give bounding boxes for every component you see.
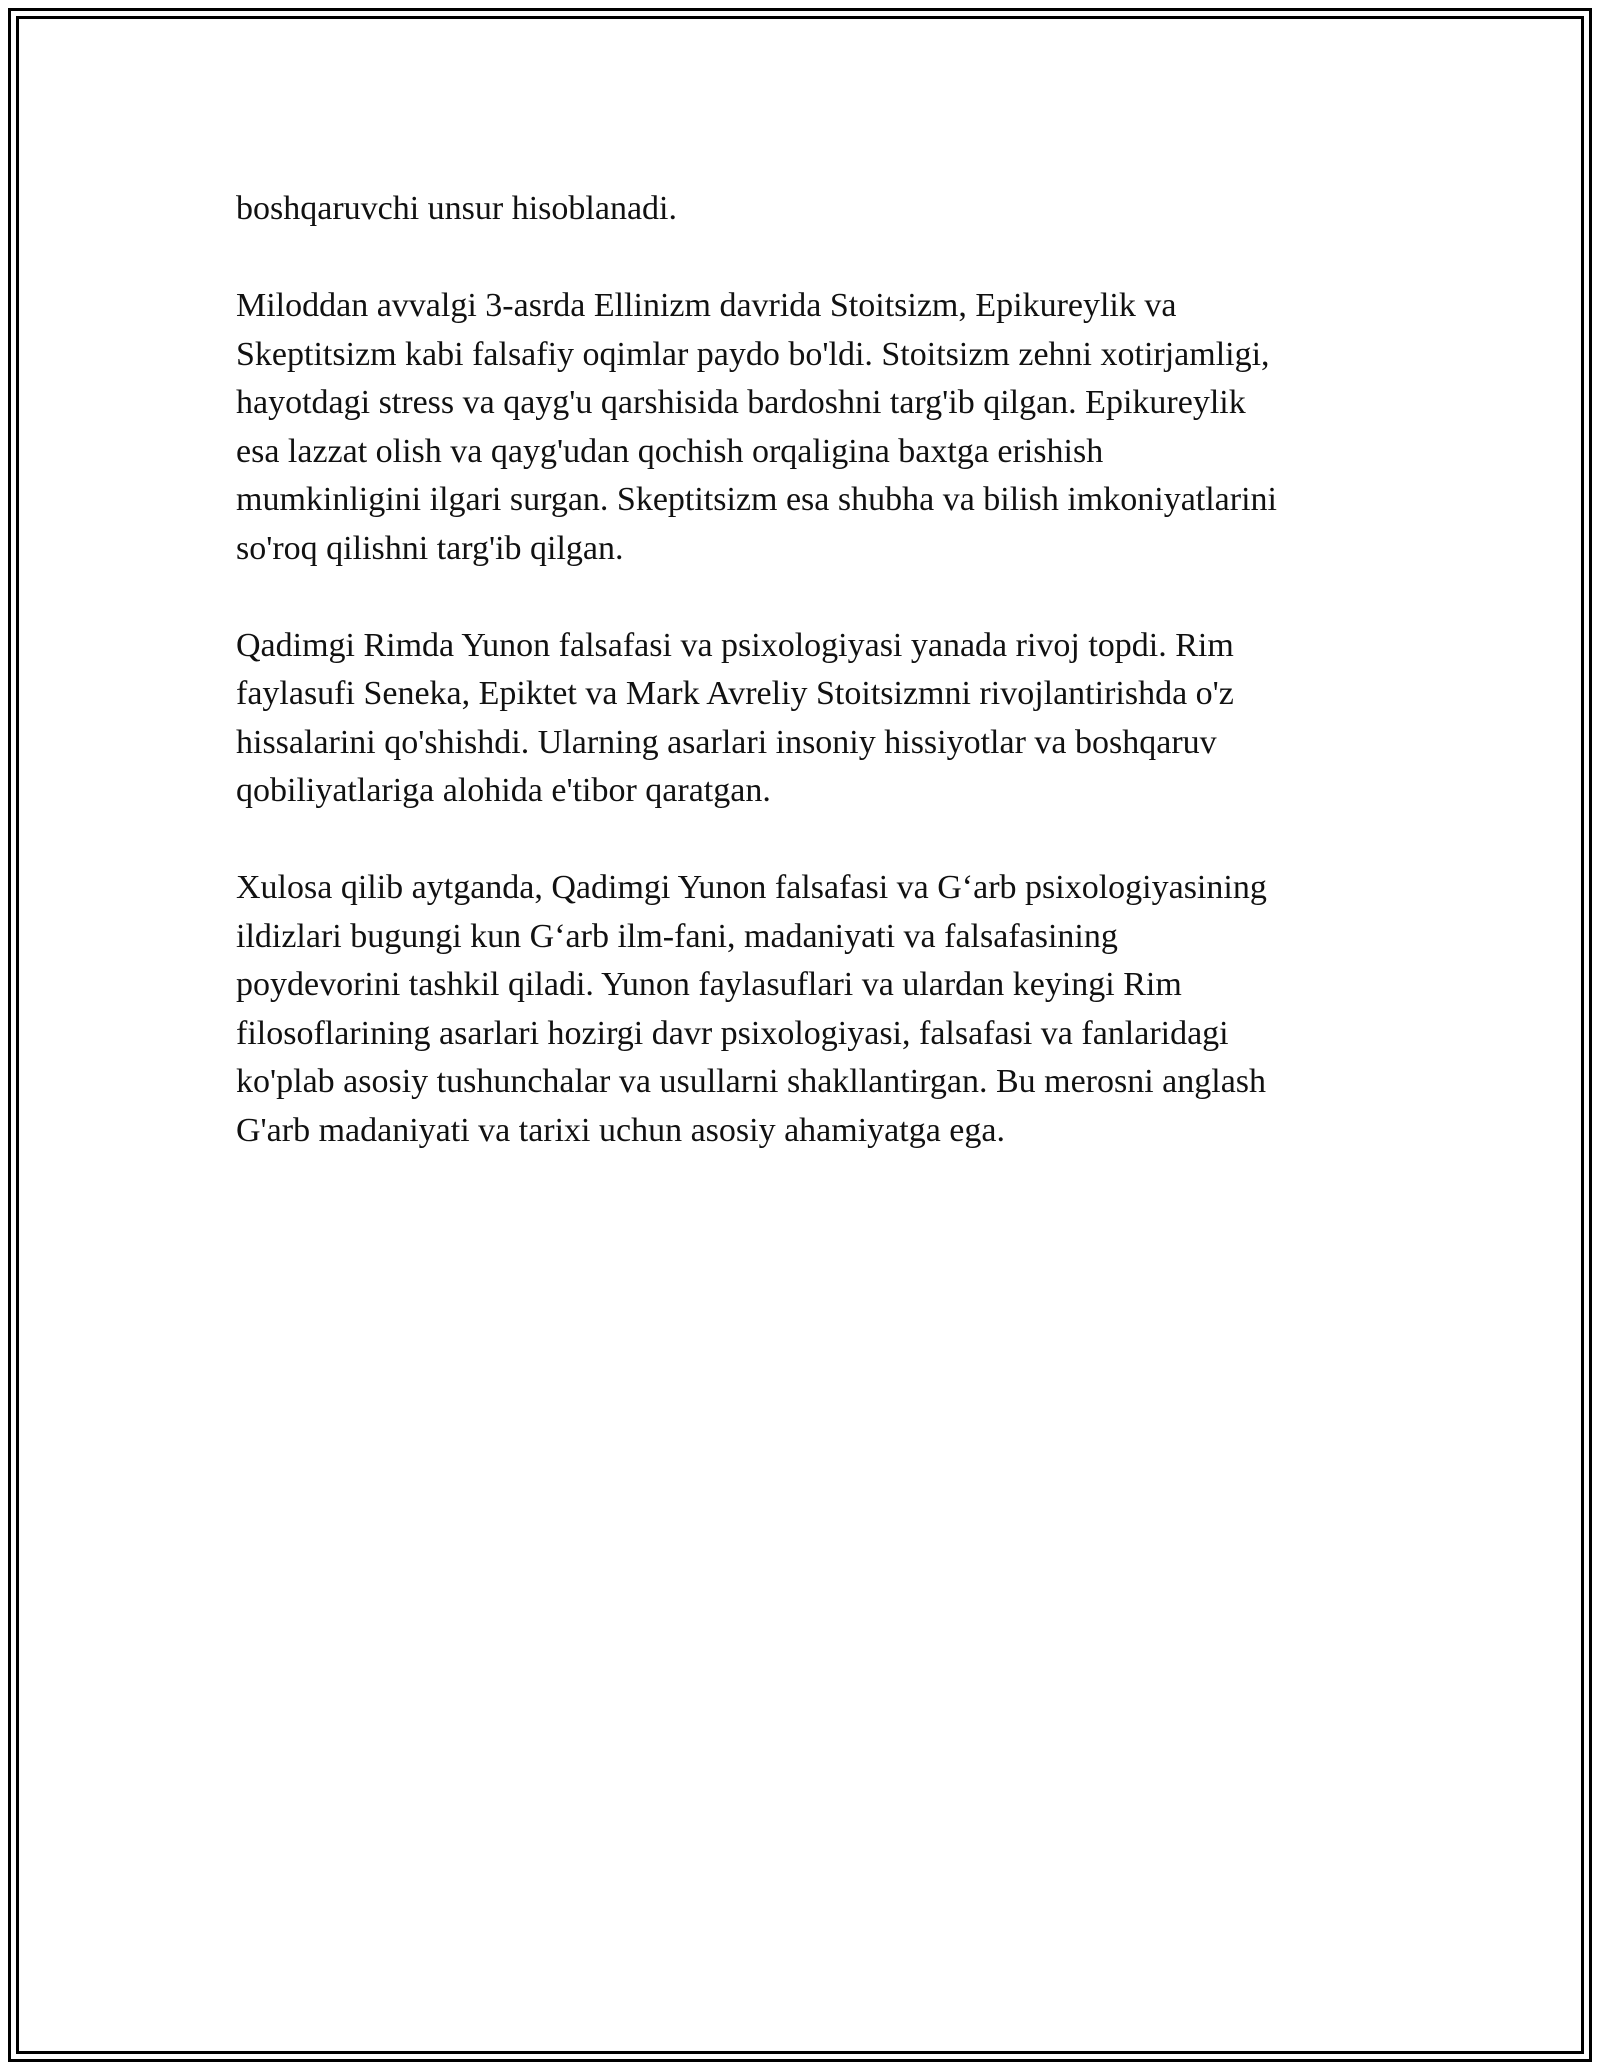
document-body <box>236 185 1371 1204</box>
paragraph-hellenism: Miloddan avvalgi 3-asrda Ellinizm davrida Stoitsizm, Epikureylik va Skeptitsizm kabi falsafiy oqimlar paydo bo'ldi. Stoitsizm zehni xotirjamligi, hayotdagi stress va qayg'u qarshisida bardoshni targ'ib qilgan. Epikureylik esa lazzat olish va qayg'udan qochish orqaligina baxtga erishish mumkinligini ilgari surgan. Skeptitsizm esa shubha va bilish imkoniyatlarini so'roq qilishni targ'ib qilgan. <box>236 287 1277 567</box>
paragraph-ancient-rome: Qadimgi Rimda Yunon falsafasi va psixologiyasi yanada rivoj topdi. Rim faylasufi Seneka, Epiktet va Mark Avreliy Stoitsizmni rivojlantirishda o'z hissalarini qo'shishdi. Ularning asarlari insoniy hissiyotlar va boshqaruv qobiliyatlariga alohida e'tibor qaratgan. <box>236 626 1234 809</box>
paragraph-conclusion: Xulosa qilib aytganda, Qadimgi Yunon falsafasi va G‘arb psixologiyasining ildizlari bugungi kun G‘arb ilm-fani, madaniyati va falsafasining poydevorini tashkil qiladi. Yunon faylasuflari va ulardan keyingi Rim filosoflarining asarlari hozirgi davr psixologiyasi, falsafasi va fanlaridagi ko'plab asosiy tushunchalar va usullarni shakllantirgan. Bu merosni anglash G'arb madaniyati va tarixi uchun asosiy ahamiyatga ega. <box>236 869 1267 1149</box>
paragraph-continuation: boshqaruvchi unsur hisoblanadi. <box>236 190 677 227</box>
